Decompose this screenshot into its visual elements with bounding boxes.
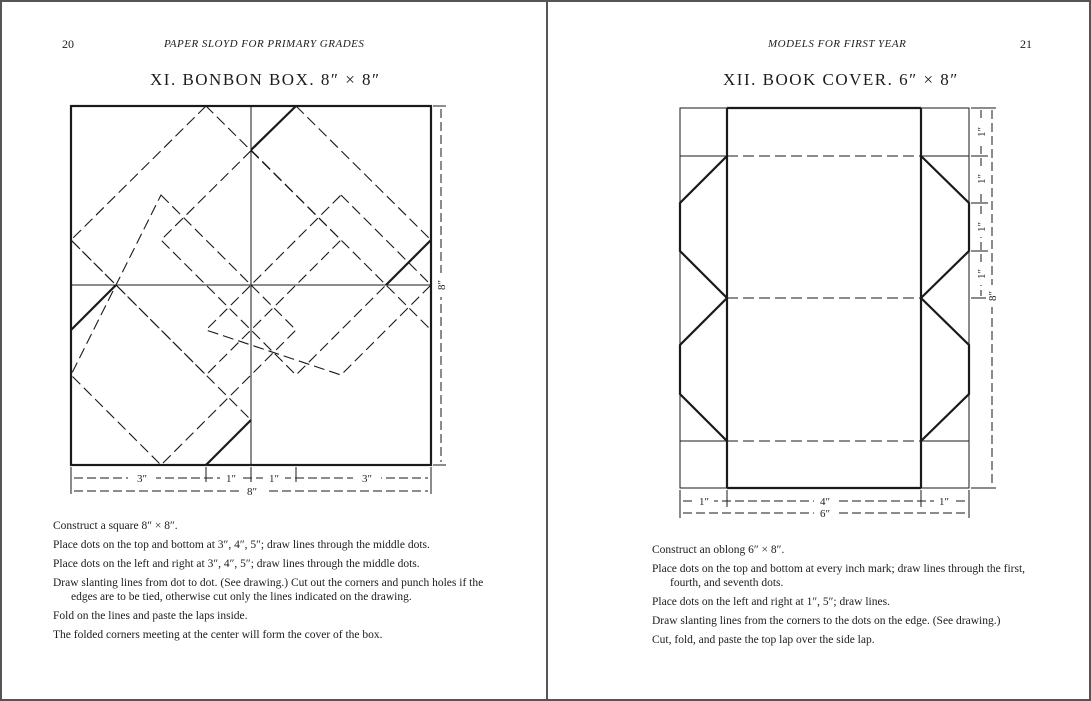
dashed-fold-lines (727, 156, 921, 441)
dim-label: 1″ (698, 496, 710, 508)
running-head: MODELS FOR FIRST YEAR (768, 38, 907, 50)
dim-label-total: 8″ (987, 290, 999, 302)
dim-label: 4″ (819, 496, 831, 508)
instruction-line: Draw slanting lines from the corners to the dots on the edge. (See drawing.) (652, 615, 1001, 627)
instruction-line: Construct an oblong 6″ × 8″. (652, 544, 785, 556)
page-title: XII. BOOK COVER. 6″ × 8″ (723, 70, 959, 89)
dim-label: 3″ (136, 473, 148, 485)
instructions (652, 543, 1042, 652)
dim-label: 3″ (361, 473, 373, 485)
instruction-line: Fold on the lines and paste the laps inside. (53, 610, 248, 622)
page-number: 20 (62, 37, 74, 51)
instruction-line: Cut, fold, and paste the top lap over the side lap. (652, 634, 875, 646)
dim-label: 1″ (268, 473, 280, 485)
dim-label: 1″ (976, 221, 988, 233)
running-head: PAPER SLOYD FOR PRIMARY GRADES (164, 38, 365, 50)
instruction-line: Place dots on the top and bottom at 3″, 4″, 5″; draw lines through the middle dots. (53, 539, 430, 551)
dim-label-total: 8″ (246, 486, 258, 498)
instruction-line: Construct a square 8″ × 8″. (53, 520, 178, 532)
instructions (53, 519, 493, 647)
page-title: XI. BONBON BOX. 8″ × 8″ (150, 70, 381, 89)
dim-label: 1″ (225, 473, 237, 485)
book-cover-diagram (548, 2, 1089, 522)
instruction-line: Place dots on the left and right at 3″, 4″, 5″; draw lines through the middle dots. (53, 558, 420, 570)
dim-label: 1″ (938, 496, 950, 508)
dim-label: 1″ (976, 268, 988, 280)
left-page (2, 2, 546, 699)
page-number: 21 (1020, 37, 1032, 51)
right-page (548, 2, 1089, 699)
dim-label: 1″ (976, 173, 988, 185)
instruction-line: Place dots on the top and bottom at every inch mark; draw lines through the first, fourth, and seventh dots. (652, 563, 1026, 589)
dim-label-side: 8″ (436, 279, 448, 291)
bonbon-box-diagram (2, 2, 546, 502)
instruction-line: The folded corners meeting at the center will form the cover of the box. (53, 629, 383, 641)
instruction-line: Place dots on the left and right at 1″, 5″; draw lines. (652, 596, 890, 608)
dim-label-total: 6″ (819, 508, 831, 520)
instruction-line: Draw slanting lines from dot to dot. (See drawing.) Cut out the corners and punch holes if the edges are to be tied, otherwise cut only the lines indicated on the drawing. (53, 577, 484, 603)
dim-label: 1″ (976, 126, 988, 138)
